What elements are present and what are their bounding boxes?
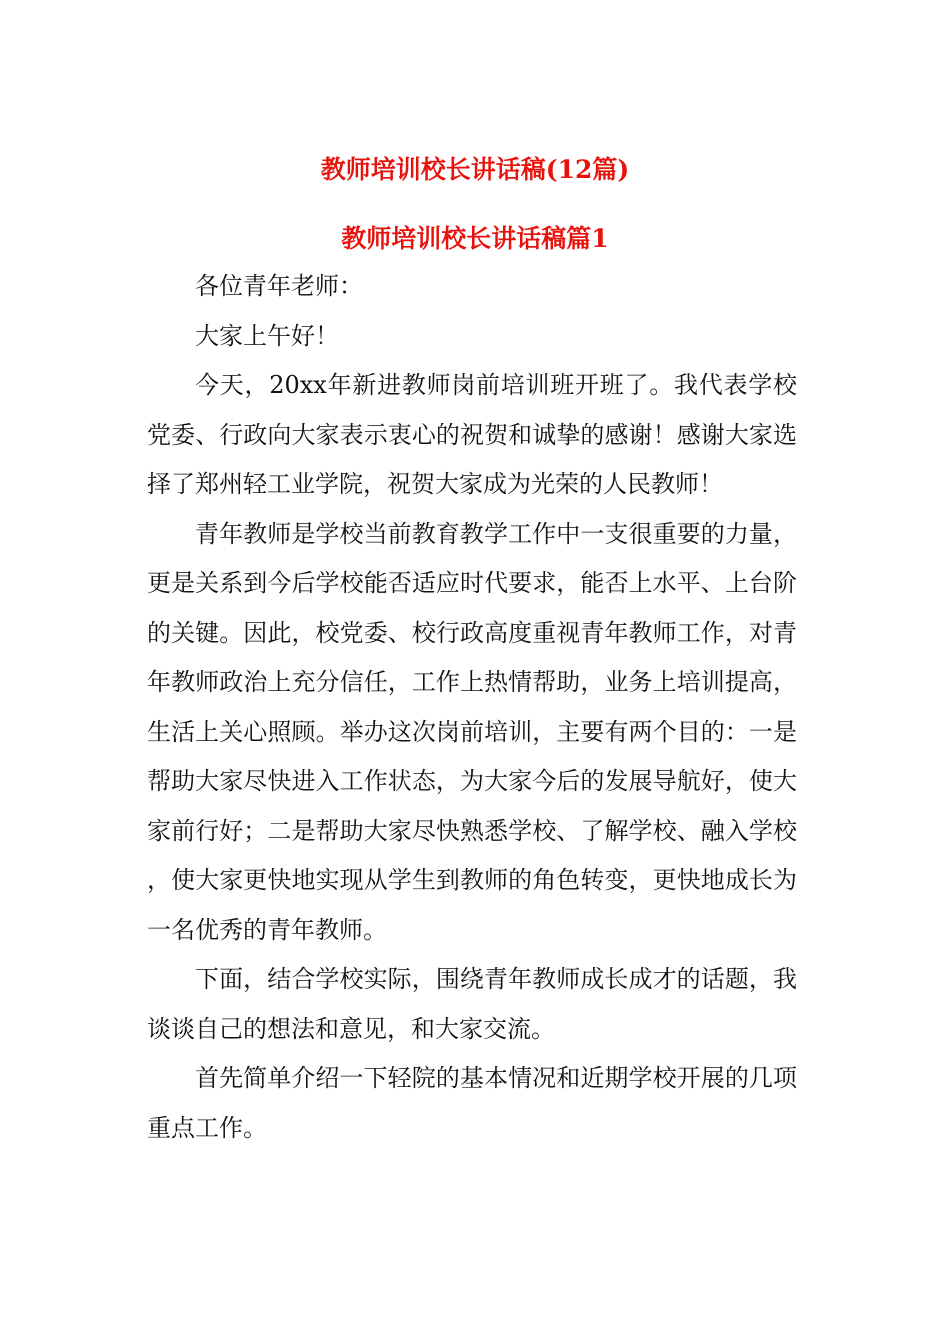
salutation-paragraph: 大家上午好！ xyxy=(195,321,339,350)
body-paragraph: 下面，结合学校实际，围绕青年教师成长成才的话题，我谈谈自己的想法和意见，和大家交流。 xyxy=(147,965,797,1043)
greeting-paragraph: 各位青年老师： xyxy=(195,272,363,300)
document-title: 教师培训校长讲话稿(12篇) xyxy=(320,155,630,184)
speech-body xyxy=(147,262,797,1153)
body-paragraph: 青年教师是学校当前教育教学工作中一支很重要的力量，更是关系到今后学校能否适应时代要求，能否上水平、上台阶的关键。因此，校党委、校行政高度重视青年教师工作，对青年教师政治上充分信任，工作上热情帮助，业务上培训提高，生活上关心照顾。举办这次岗前培训，主要有两个目的：一是帮助大家尽快进入工作状态，为大家今后的发展导航好，使大家前行好；二是帮助大家尽快熟悉学校、了解学校、融入学校，使大家更快地实现从学生到教师的角色转变，更快地成长为一名优秀的青年教师。 xyxy=(147,519,797,944)
body-paragraph: 首先简单介绍一下轻院的基本情况和近期学校开展的几项重点工作。 xyxy=(147,1064,797,1142)
section-heading: 教师培训校长讲话稿篇1 xyxy=(341,224,609,253)
body-paragraph: 今天，20xx年新进教师岗前培训班开班了。我代表学校党委、行政向大家表示衷心的祝贺和诚挚的感谢！感谢大家选择了郑州轻工业学院，祝贺大家成为光荣的人民教师！ xyxy=(147,371,797,498)
